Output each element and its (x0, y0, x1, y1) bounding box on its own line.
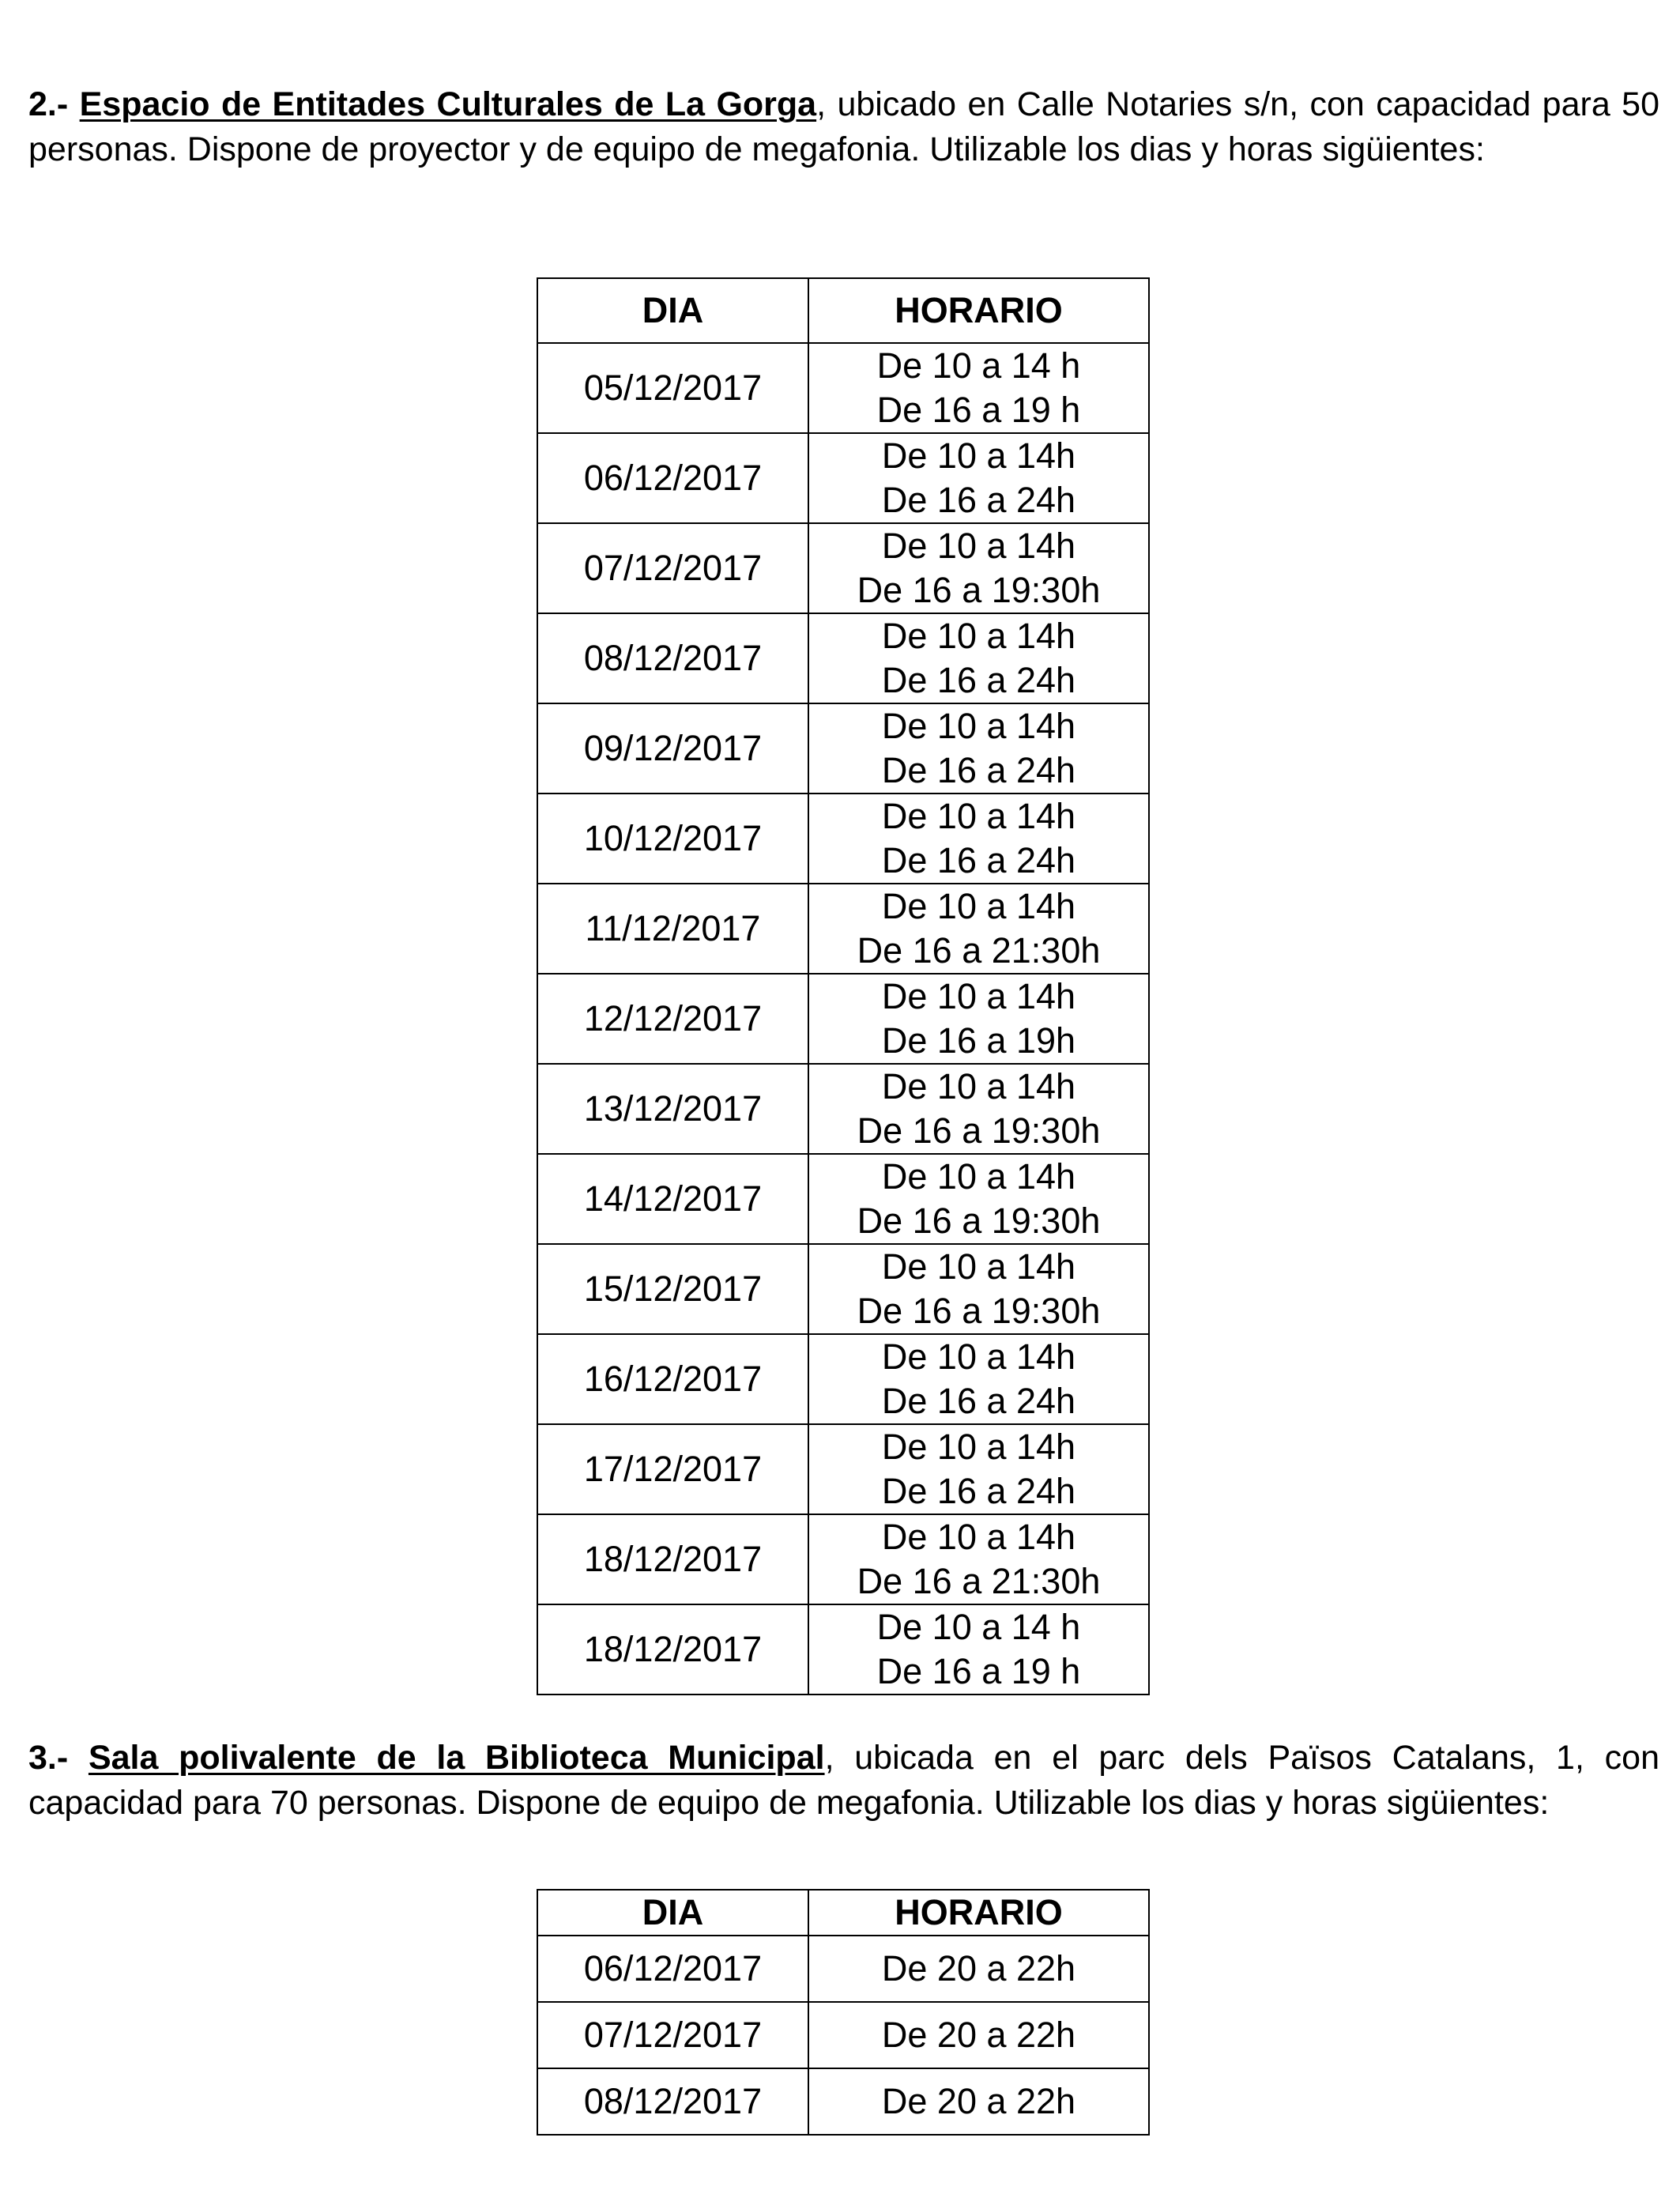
table-row (537, 794, 1149, 884)
horario-line: De 10 a 14 h (876, 1607, 1081, 1647)
cell-horario (808, 1604, 1149, 1695)
cell-dia: 06/12/2017 (537, 433, 808, 523)
horario-line: De 10 a 14 h (876, 345, 1081, 386)
table-row (537, 433, 1149, 523)
horario-line: De 16 a 24h (881, 1381, 1076, 1421)
cell-dia: 14/12/2017 (537, 1154, 808, 1244)
cell-dia: 18/12/2017 (537, 1514, 808, 1604)
table-row (537, 974, 1149, 1064)
cell-horario (808, 1514, 1149, 1604)
table-row (537, 703, 1149, 794)
horario-line: De 16 a 19 h (876, 390, 1081, 430)
horario-line: De 10 a 14h (881, 1427, 1076, 1467)
horario-line: De 16 a 19:30h (857, 570, 1101, 610)
section-2-description: , ubicado en Calle Notaries s/n, con capacidad para 50 personas. Dispone de proyector y de equipo de megafonia. Utilizable los dias y horas sigüientes: (28, 85, 1659, 168)
cell-dia: 15/12/2017 (537, 1244, 808, 1334)
cell-horario (808, 343, 1149, 433)
cell-horario (808, 794, 1149, 884)
cell-horario (808, 2068, 1149, 2135)
column-header-dia: DIA (537, 278, 808, 343)
cell-dia: 17/12/2017 (537, 1424, 808, 1514)
horario-line: De 10 a 14h (881, 886, 1076, 926)
horario-line: De 10 a 14h (881, 616, 1076, 656)
horario-line: De 16 a 24h (881, 660, 1076, 700)
cell-horario (808, 433, 1149, 523)
column-header-horario: HORARIO (808, 278, 1149, 343)
cell-horario (808, 884, 1149, 974)
horario-line: De 10 a 14h (881, 1066, 1076, 1106)
table-row (537, 1334, 1149, 1424)
cell-dia: 06/12/2017 (537, 1936, 808, 2002)
horario-line: De 16 a 19:30h (857, 1201, 1101, 1241)
cell-dia: 13/12/2017 (537, 1064, 808, 1154)
cell-dia: 08/12/2017 (537, 2068, 808, 2135)
section-3-description: , ubicada en el parc dels Països Catalans, 1, con capacidad para 70 personas. Dispone de equipo de megafonia. Utilizable los dias y horas sigüientes: (28, 1739, 1659, 1822)
horario-line: De 10 a 14h (881, 1156, 1076, 1197)
table-row (537, 523, 1149, 613)
horario-line: De 16 a 19:30h (857, 1291, 1101, 1331)
cell-horario (808, 2002, 1149, 2068)
horario-line: De 16 a 19 h (876, 1651, 1081, 1691)
table-row (537, 1244, 1149, 1334)
table-row (537, 343, 1149, 433)
horario-line: De 20 a 22h (881, 2081, 1076, 2121)
cell-horario (808, 1244, 1149, 1334)
horario-line: De 10 a 14h (881, 1336, 1076, 1377)
cell-horario (808, 1936, 1149, 2002)
horario-line: De 10 a 14h (881, 976, 1076, 1016)
horario-line: De 20 a 22h (881, 1948, 1076, 1989)
horario-line: De 16 a 19:30h (857, 1110, 1101, 1151)
table-row (537, 1514, 1149, 1604)
horario-line: De 20 a 22h (881, 2015, 1076, 2055)
cell-horario (808, 974, 1149, 1064)
horario-line: De 16 a 21:30h (857, 930, 1101, 971)
cell-dia: 05/12/2017 (537, 343, 808, 433)
horario-line: De 16 a 24h (881, 1471, 1076, 1511)
cell-horario (808, 1064, 1149, 1154)
cell-dia: 10/12/2017 (537, 794, 808, 884)
section-3-place-name: Sala polivalente de la Biblioteca Municipal (88, 1739, 825, 1777)
table-row (537, 1064, 1149, 1154)
cell-horario (808, 1154, 1149, 1244)
section-2-number: 2.- (28, 85, 69, 123)
cell-dia: 18/12/2017 (537, 1604, 808, 1695)
horario-line: De 10 a 14h (881, 796, 1076, 836)
section-3-number: 3.- (28, 1739, 69, 1777)
section-2-paragraph (28, 82, 1659, 172)
horario-line: De 10 a 14h (881, 435, 1076, 476)
cell-dia: 08/12/2017 (537, 613, 808, 703)
table-row (537, 884, 1149, 974)
column-header-dia: DIA (537, 1890, 808, 1936)
table-header-row (537, 278, 1149, 343)
horario-line: De 10 a 14h (881, 1517, 1076, 1557)
table-row (537, 2068, 1149, 2135)
cell-horario (808, 703, 1149, 794)
horario-line: De 10 a 14h (881, 526, 1076, 566)
cell-dia: 12/12/2017 (537, 974, 808, 1064)
table-header-row (537, 1890, 1149, 1936)
horario-line: De 16 a 24h (881, 480, 1076, 520)
cell-horario (808, 1424, 1149, 1514)
horario-line: De 16 a 19h (881, 1020, 1076, 1061)
column-header-horario: HORARIO (808, 1890, 1149, 1936)
section-3-paragraph (28, 1736, 1659, 1826)
horario-line: De 16 a 24h (881, 750, 1076, 790)
cell-horario (808, 523, 1149, 613)
horario-line: De 10 a 14h (881, 706, 1076, 746)
section-3-schedule-table (537, 1889, 1150, 2136)
horario-line: De 16 a 24h (881, 840, 1076, 880)
table-row (537, 1154, 1149, 1244)
horario-line: De 10 a 14h (881, 1246, 1076, 1287)
section-2-schedule-table (537, 277, 1150, 1695)
cell-horario (808, 1334, 1149, 1424)
cell-dia: 11/12/2017 (537, 884, 808, 974)
table-row (537, 1936, 1149, 2002)
table-row (537, 2002, 1149, 2068)
cell-dia: 07/12/2017 (537, 523, 808, 613)
table-row (537, 1604, 1149, 1695)
cell-dia: 09/12/2017 (537, 703, 808, 794)
section-2-place-name: Espacio de Entitades Culturales de La Gorga (79, 85, 817, 123)
cell-horario (808, 613, 1149, 703)
horario-line: De 16 a 21:30h (857, 1561, 1101, 1601)
cell-dia: 16/12/2017 (537, 1334, 808, 1424)
table-row (537, 613, 1149, 703)
table-row (537, 1424, 1149, 1514)
cell-dia: 07/12/2017 (537, 2002, 808, 2068)
